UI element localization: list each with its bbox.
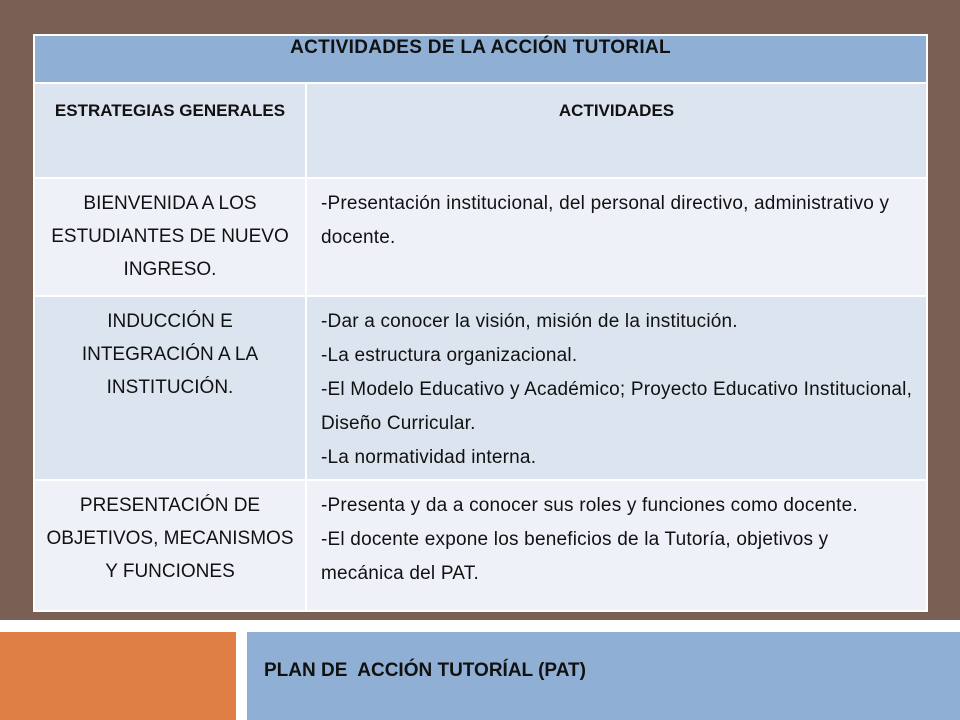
strategy-cell: BIENVENIDA A LOS ESTUDIANTES DE NUEVO INGRESO. — [34, 178, 306, 296]
activity-cell — [306, 178, 927, 296]
activity-item: -La estructura organizacional. — [321, 345, 578, 366]
activity-cell — [306, 296, 927, 480]
footer-accent-block — [0, 632, 236, 720]
table-header-row — [34, 83, 927, 178]
activity-item: -Presentación institucional, del personal directivo, administrativo y docente. — [321, 193, 890, 248]
activities-table — [33, 34, 928, 612]
activity-item: -Presenta y da a conocer sus roles y funciones como docente. — [321, 495, 858, 516]
activity-item: -El Modelo Educativo y Académico; Proyecto Educativo Institucional, Diseño Curricular. — [321, 379, 913, 434]
table-row — [34, 480, 927, 611]
strategy-cell: INDUCCIÓN E INTEGRACIÓN A LA INSTITUCIÓN. — [34, 296, 306, 480]
activity-cell — [306, 480, 927, 611]
table-title-row — [34, 35, 927, 83]
activity-item: -El docente expone los beneficios de la Tutoría, objetivos y mecánica del PAT. — [321, 529, 829, 584]
footer-title: PLAN DE ACCIÓN TUTORÍAL (PAT) — [264, 660, 586, 681]
activity-item: -La normatividad interna. — [321, 447, 537, 468]
table-title: ACTIVIDADES DE LA ACCIÓN TUTORIAL — [34, 35, 927, 83]
strategy-cell: PRESENTACIÓN DE OBJETIVOS, MECANISMOS Y FUNCIONES — [34, 480, 306, 611]
column-header-activities: ACTIVIDADES — [306, 83, 927, 178]
table-row — [34, 296, 927, 480]
activity-item: -Dar a conocer la visión, misión de la institución. — [321, 311, 738, 332]
table-row — [34, 178, 927, 296]
column-header-strategies: ESTRATEGIAS GENERALES — [34, 83, 306, 178]
